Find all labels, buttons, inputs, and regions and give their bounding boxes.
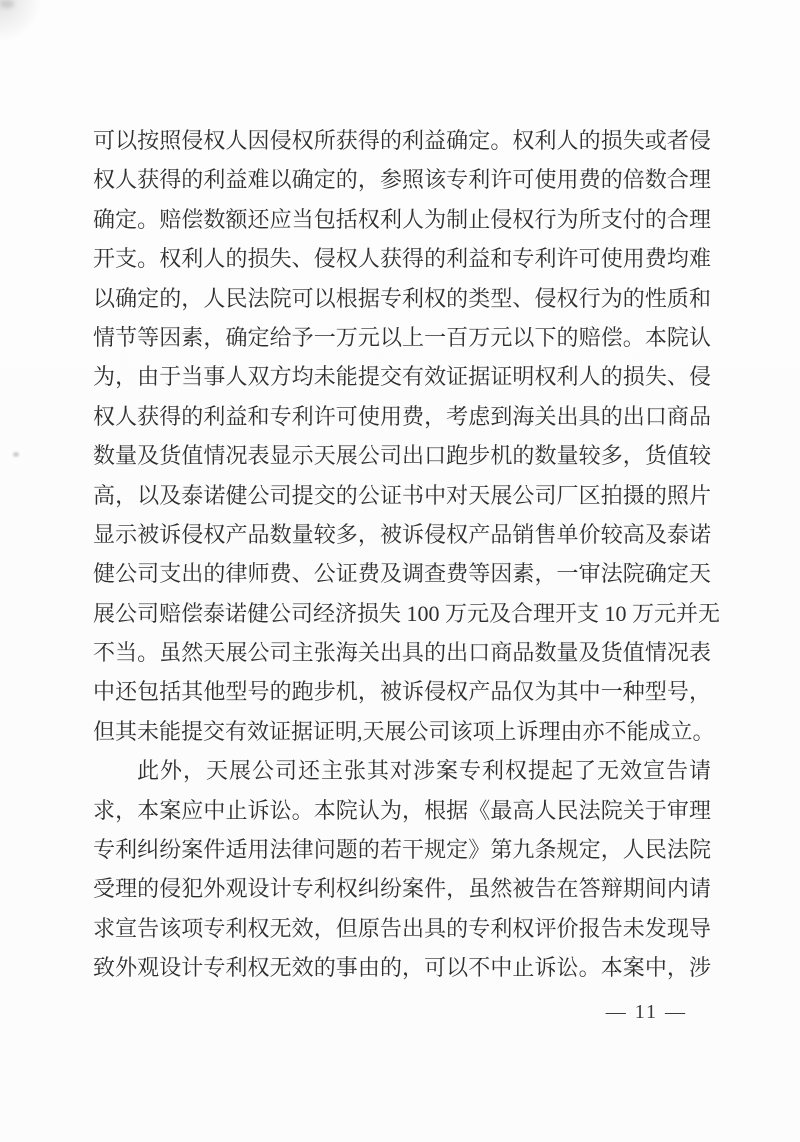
text-line: 数量及货值情况表显示天展公司出口跑步机的数量较多，货值较 [93, 443, 711, 469]
text-line: 求，本案应中止诉讼。本院认为，根据《最高人民法院关于审理 [93, 797, 711, 823]
text-line-paragraph-start: 此外，天展公司还主张其对涉案专利权提起了无效宣告请 [137, 758, 711, 784]
text-line: 中还包括其他型号的跑步机，被诉侵权产品仅为其中一种型号， [93, 679, 711, 705]
text-line: 专利纠纷案件适用法律问题的若干规定》第九条规定，人民法院 [93, 837, 711, 863]
text-line: 但其未能提交有效证据证明,天展公司该项上诉理由亦不能成立。 [93, 718, 715, 744]
text-line: 权人获得的利益和专利许可使用费，考虑到海关出具的出口商品 [93, 403, 711, 429]
scan-artifact-corner [0, 0, 14, 8]
text-line: 以确定的，人民法院可以根据专利权的类型、侵权行为的性质和 [93, 285, 711, 311]
page-number: — 11 — [605, 1001, 687, 1023]
judgment-text-block [93, 121, 721, 988]
text-line: 展公司赔偿泰诺健公司经济损失 100 万元及合理开支 10 万元并无 [93, 600, 721, 626]
text-line: 可以按照侵权人因侵权所获得的利益确定。权利人的损失或者侵 [93, 128, 711, 153]
text-line: 确定。赔偿数额还应当包括权利人为制止侵权行为所支付的合理 [93, 206, 711, 232]
text-line: 致外观设计专利权无效的事由的，可以不中止诉讼。本案中，涉 [93, 955, 711, 981]
text-line: 健公司支出的律师费、公证费及调查费等因素，一审法院确定天 [93, 561, 711, 587]
text-line: 开支。权利人的损失、侵权人获得的利益和专利许可使用费均难 [93, 246, 711, 272]
text-line: 受理的侵犯外观设计专利权纠纷案件，虽然被告在答辩期间内请 [93, 876, 711, 902]
text-line: 不当。虽然天展公司主张海关出具的出口商品数量及货值情况表 [93, 640, 711, 666]
text-line: 求宣告该项专利权无效，但原告出具的专利权评价报告未发现导 [93, 915, 711, 941]
text-line: 情节等因素，确定给予一万元以上一百万元以下的赔偿。本院认 [93, 324, 711, 350]
text-line: 为，由于当事人双方均未能提交有效证据证明权利人的损失、侵 [93, 364, 711, 390]
text-line: 高，以及泰诺健公司提交的公证书中对天展公司厂区拍摄的照片 [93, 482, 711, 508]
text-line: 权人获得的利益难以确定的，参照该专利许可使用费的倍数合理 [93, 167, 711, 193]
scan-artifact-margin [13, 452, 19, 457]
text-line: 显示被诉侵权产品数量较多，被诉侵权产品销售单价较高及泰诺 [93, 521, 711, 547]
